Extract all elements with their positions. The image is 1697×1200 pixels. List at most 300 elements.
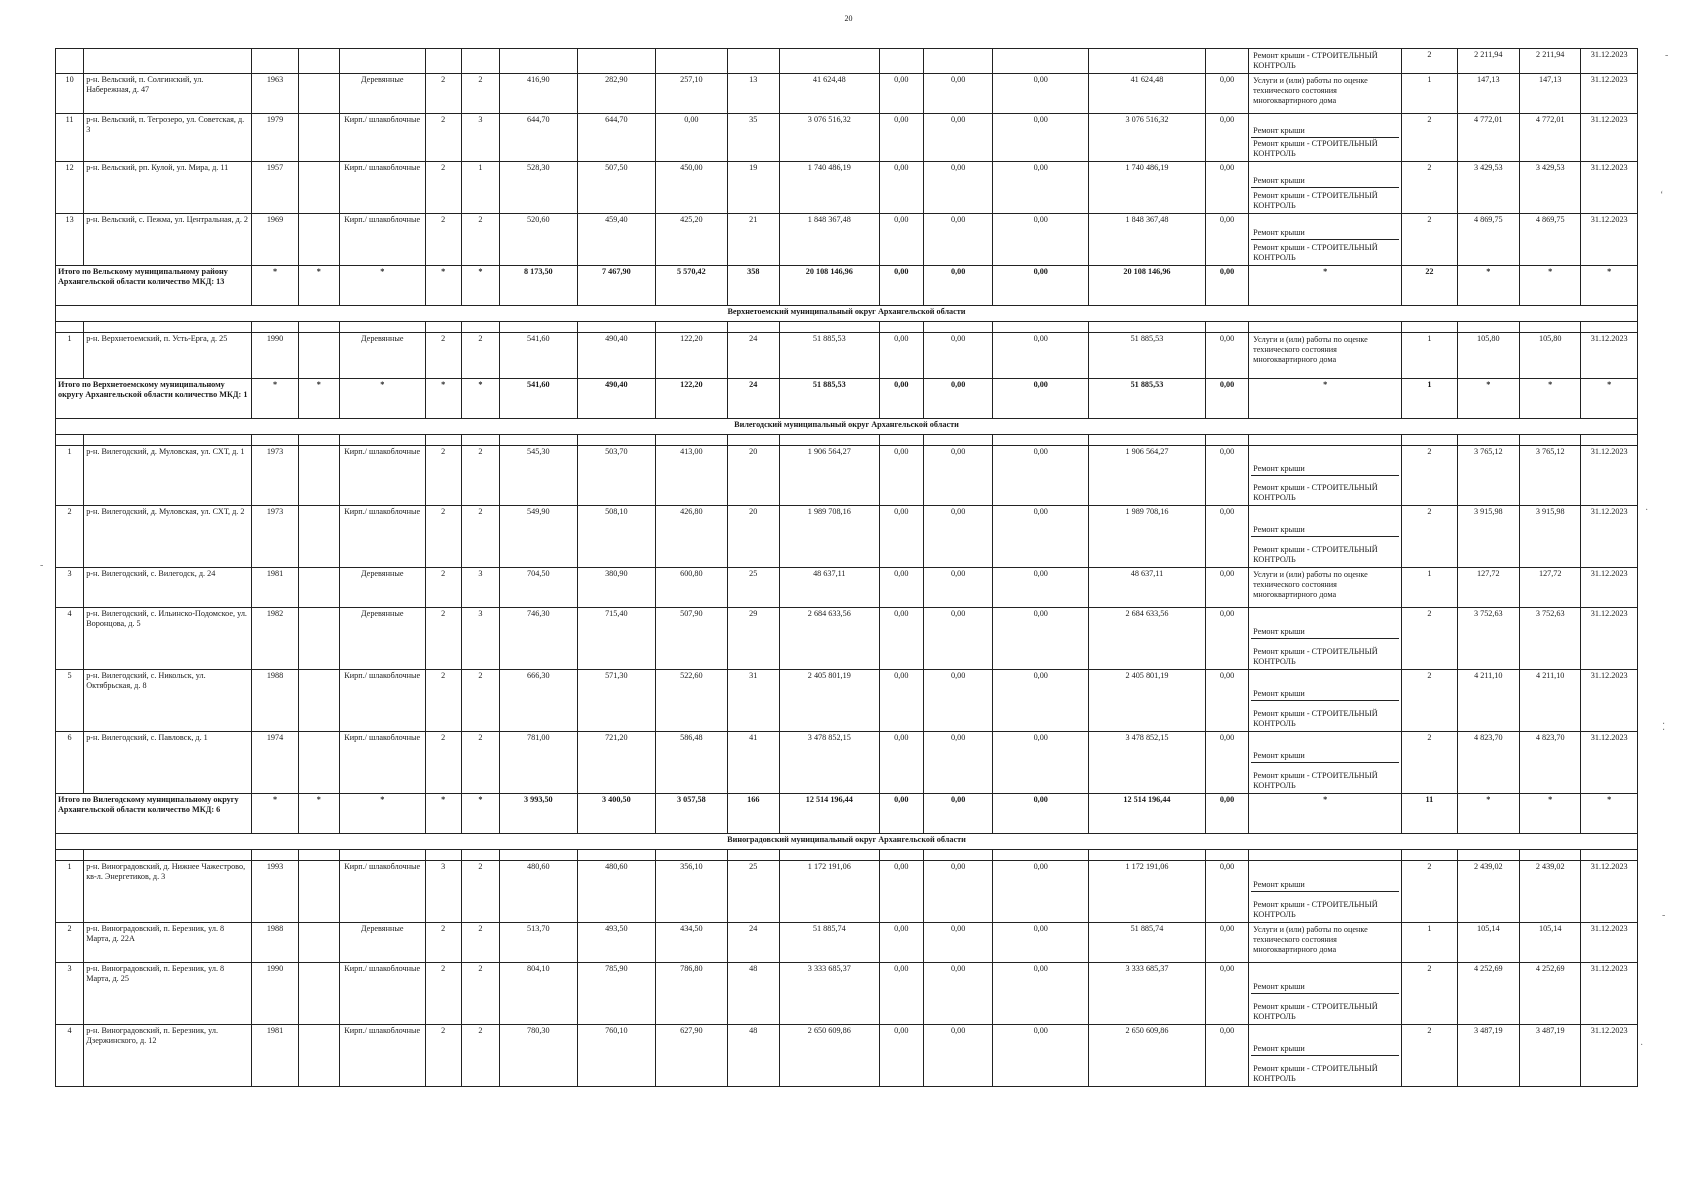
spacer-cell bbox=[339, 435, 425, 446]
fund-cell: 0,00 bbox=[879, 162, 923, 214]
fund-cell: 0,00 bbox=[993, 963, 1089, 1025]
living-area-cell: 715,40 bbox=[577, 608, 656, 670]
entrances-cell: 2 bbox=[461, 74, 499, 114]
year-cell: 1973 bbox=[252, 506, 298, 568]
continued-row bbox=[56, 49, 1638, 74]
subtotal-star: * bbox=[1249, 379, 1402, 419]
fund-cell: 0,00 bbox=[879, 506, 923, 568]
spacer-cell bbox=[298, 322, 339, 333]
owned-area-cell: 600,80 bbox=[656, 568, 727, 608]
subtotal-star: * bbox=[339, 379, 425, 419]
work-type-cell bbox=[1249, 74, 1402, 114]
spacer-cell bbox=[500, 322, 578, 333]
floors-cell: 3 bbox=[425, 861, 461, 923]
floors-cell: 2 bbox=[425, 732, 461, 794]
fund-cell: 0,00 bbox=[923, 74, 992, 114]
address-cell: р-н. Вельский, п. Солгинский, ул. Набережная, д. 47 bbox=[84, 74, 252, 114]
fund-cell: 0,00 bbox=[993, 446, 1089, 506]
limit-cost-cell: 2 439,02 bbox=[1520, 861, 1581, 923]
fund-cell: 0,00 bbox=[879, 74, 923, 114]
cost-cell: 3 333 685,37 bbox=[779, 963, 879, 1025]
owned-area-cell: 257,10 bbox=[656, 74, 727, 114]
row-number: 2 bbox=[56, 506, 84, 568]
subtotal-living-area: 3 400,50 bbox=[577, 794, 656, 834]
work-type-item: Ремонт крыши bbox=[1253, 1044, 1305, 1053]
empty-cell bbox=[923, 49, 992, 74]
total-area-cell: 541,60 bbox=[500, 333, 578, 379]
total-area-cell: 666,30 bbox=[500, 670, 578, 732]
spacer-cell bbox=[1581, 322, 1638, 333]
work-type-item: Услуги и (или) работы по оценке технического состояния многоквартирного дома bbox=[1253, 570, 1368, 599]
residents-cell: 41 bbox=[727, 732, 779, 794]
subtotal-cost: 51 885,53 bbox=[779, 379, 879, 419]
deadline-cell: 31.12.2023 bbox=[1581, 1025, 1638, 1087]
year-cell: 1990 bbox=[252, 333, 298, 379]
address-cell: р-н. Виноградовский, п. Березник, ул. Дзержинского, д. 12 bbox=[84, 1025, 252, 1087]
fund-cell: 0,00 bbox=[1205, 861, 1248, 923]
wall-material-cell: Деревянные bbox=[339, 568, 425, 608]
floors-cell: 2 bbox=[425, 670, 461, 732]
wall-material-cell: Деревянные bbox=[339, 923, 425, 963]
empty-cell bbox=[425, 49, 461, 74]
spacer-cell bbox=[56, 435, 84, 446]
residents-cell: 20 bbox=[727, 446, 779, 506]
fund-cell: 0,00 bbox=[993, 861, 1089, 923]
row-number: 1 bbox=[56, 861, 84, 923]
spacer-row bbox=[56, 435, 1638, 446]
deadline-cell: 31.12.2023 bbox=[1581, 732, 1638, 794]
blank-cell bbox=[298, 670, 339, 732]
unit-cost-cell: 4 252,69 bbox=[1457, 963, 1519, 1025]
residents-cell: 48 bbox=[727, 963, 779, 1025]
blank-cell bbox=[298, 162, 339, 214]
subtotal-star: * bbox=[1520, 266, 1581, 306]
table-body bbox=[56, 49, 1638, 1087]
floors-cell: 2 bbox=[425, 1025, 461, 1087]
spacer-cell bbox=[1249, 322, 1402, 333]
spacer-cell bbox=[1205, 435, 1248, 446]
residents-cell: 13 bbox=[727, 74, 779, 114]
work-type-item: Ремонт крыши - СТРОИТЕЛЬНЫЙ КОНТРОЛЬ bbox=[1251, 1055, 1399, 1085]
spacer-cell bbox=[461, 435, 499, 446]
residents-cell: 19 bbox=[727, 162, 779, 214]
district-header-row bbox=[56, 419, 1638, 435]
work-type-cell bbox=[1249, 608, 1402, 670]
cost-cell: 1 906 564,27 bbox=[779, 446, 879, 506]
wall-material-cell: Кирп./ шлакоблочные bbox=[339, 732, 425, 794]
spacer-cell bbox=[577, 435, 656, 446]
fund-cell: 0,00 bbox=[993, 162, 1089, 214]
subtotal-fund: 0,00 bbox=[879, 379, 923, 419]
cost-cell: 51 885,74 bbox=[779, 923, 879, 963]
total-cost-cell: 2 650 609,86 bbox=[1089, 1025, 1206, 1087]
empty-cell bbox=[84, 49, 252, 74]
wall-material-cell: Кирп./ шлакоблочные bbox=[339, 506, 425, 568]
blank-cell bbox=[298, 114, 339, 162]
wall-material-cell: Деревянные bbox=[339, 74, 425, 114]
subtotal-fund: 0,00 bbox=[1205, 794, 1248, 834]
residents-cell: 24 bbox=[727, 923, 779, 963]
blank-cell bbox=[298, 608, 339, 670]
work-count-cell: 2 bbox=[1402, 963, 1457, 1025]
subtotal-star: * bbox=[1249, 266, 1402, 306]
scan-mark: · bbox=[1640, 1040, 1644, 1051]
row-number: 2 bbox=[56, 923, 84, 963]
subtotal-owned-area: 5 570,42 bbox=[656, 266, 727, 306]
total-area-cell: 780,30 bbox=[500, 1025, 578, 1087]
entrances-cell: 2 bbox=[461, 861, 499, 923]
subtotal-fund: 0,00 bbox=[923, 266, 992, 306]
limit-cost-cell: 4 211,10 bbox=[1520, 670, 1581, 732]
work-type-item: Услуги и (или) работы по оценке технического состояния многоквартирного дома bbox=[1253, 76, 1368, 105]
blank-cell bbox=[298, 963, 339, 1025]
blank-cell bbox=[298, 732, 339, 794]
spacer-cell bbox=[923, 435, 992, 446]
work-type-item: Ремонт крыши bbox=[1253, 525, 1305, 534]
work-type-item: Ремонт крыши bbox=[1253, 689, 1305, 698]
row-number: 1 bbox=[56, 446, 84, 506]
unit-cost-cell: 147,13 bbox=[1457, 74, 1519, 114]
work-type-cell bbox=[1249, 1025, 1402, 1087]
empty-cell bbox=[727, 49, 779, 74]
empty-cell bbox=[993, 49, 1089, 74]
total-cost-cell: 3 333 685,37 bbox=[1089, 963, 1206, 1025]
spacer-cell bbox=[84, 322, 252, 333]
fund-cell: 0,00 bbox=[879, 923, 923, 963]
district-title: Верхнетоемский муниципальный округ Архангельской области bbox=[56, 306, 1638, 322]
spacer-cell bbox=[879, 435, 923, 446]
owned-area-cell: 522,60 bbox=[656, 670, 727, 732]
deadline-cell: 31.12.2023 bbox=[1581, 74, 1638, 114]
limit-cost-cell: 147,13 bbox=[1520, 74, 1581, 114]
wall-material-cell: Кирп./ шлакоблочные bbox=[339, 861, 425, 923]
subtotal-work-count: 22 bbox=[1402, 266, 1457, 306]
entrances-cell: 2 bbox=[461, 506, 499, 568]
district-title: Виноградовский муниципальный округ Архангельской области bbox=[56, 834, 1638, 850]
row-number: 6 bbox=[56, 732, 84, 794]
year-cell: 1957 bbox=[252, 162, 298, 214]
year-cell: 1963 bbox=[252, 74, 298, 114]
owned-area-cell: 450,00 bbox=[656, 162, 727, 214]
subtotal-living-area: 490,40 bbox=[577, 379, 656, 419]
work-type-cell bbox=[1249, 963, 1402, 1025]
floors-cell: 2 bbox=[425, 74, 461, 114]
address-cell: р-н. Верхнетоемский, п. Усть-Ерга, д. 25 bbox=[84, 333, 252, 379]
year-cell: 1981 bbox=[252, 568, 298, 608]
limit-cost-cell: 4 772,01 bbox=[1520, 114, 1581, 162]
subtotal-star: * bbox=[298, 266, 339, 306]
fund-cell: 0,00 bbox=[923, 506, 992, 568]
fund-cell: 0,00 bbox=[993, 506, 1089, 568]
empty-cell bbox=[56, 49, 84, 74]
spacer-cell bbox=[656, 435, 727, 446]
spacer-cell bbox=[1402, 322, 1457, 333]
total-cost-cell: 2 405 801,19 bbox=[1089, 670, 1206, 732]
subtotal-star: * bbox=[252, 266, 298, 306]
work-count-cell: 2 bbox=[1402, 446, 1457, 506]
spacer-cell bbox=[461, 322, 499, 333]
address-cell: р-н. Вилегодский, д. Муловская, ул. СХТ, д. 1 bbox=[84, 446, 252, 506]
table-row bbox=[56, 114, 1638, 162]
living-area-cell: 490,40 bbox=[577, 333, 656, 379]
fund-cell: 0,00 bbox=[923, 670, 992, 732]
fund-cell: 0,00 bbox=[1205, 568, 1248, 608]
work-type-item: Ремонт крыши - СТРОИТЕЛЬНЫЙ КОНТРОЛЬ bbox=[1251, 187, 1399, 212]
spacer-cell bbox=[1402, 850, 1457, 861]
owned-area-cell: 356,10 bbox=[656, 861, 727, 923]
wall-material-cell: Кирп./ шлакоблочные bbox=[339, 1025, 425, 1087]
year-cell: 1990 bbox=[252, 963, 298, 1025]
blank-cell bbox=[298, 214, 339, 266]
work-type-item: Ремонт крыши bbox=[1253, 982, 1305, 991]
total-cost-cell: 1 740 486,19 bbox=[1089, 162, 1206, 214]
year-cell: 1993 bbox=[252, 861, 298, 923]
scan-mark: ‐ bbox=[1665, 50, 1669, 61]
empty-cell bbox=[339, 49, 425, 74]
address-cell: р-н. Виноградовский, п. Березник, ул. 8 Марта, д. 22А bbox=[84, 923, 252, 963]
fund-cell: 0,00 bbox=[993, 74, 1089, 114]
table-row bbox=[56, 446, 1638, 506]
spacer-cell bbox=[1205, 850, 1248, 861]
district-title: Вилегодский муниципальный округ Архангельской области bbox=[56, 419, 1638, 435]
unit-cost-cell: 105,14 bbox=[1457, 923, 1519, 963]
unit-cost-cell: 3 765,12 bbox=[1457, 446, 1519, 506]
district-header-row bbox=[56, 834, 1638, 850]
spacer-cell bbox=[1581, 435, 1638, 446]
living-area-cell: 507,50 bbox=[577, 162, 656, 214]
spacer-cell bbox=[1249, 850, 1402, 861]
table-row bbox=[56, 333, 1638, 379]
year-cell: 1974 bbox=[252, 732, 298, 794]
living-area-cell: 721,20 bbox=[577, 732, 656, 794]
subtotal-fund: 0,00 bbox=[993, 794, 1089, 834]
work-count-cell: 2 bbox=[1402, 670, 1457, 732]
wall-material-cell: Кирп./ шлакоблочные bbox=[339, 114, 425, 162]
work-type-cell bbox=[1249, 214, 1402, 266]
unit-cost-cell: 4 772,01 bbox=[1457, 114, 1519, 162]
subtotal-star: * bbox=[1520, 794, 1581, 834]
row-number: 12 bbox=[56, 162, 84, 214]
year-cell: 1969 bbox=[252, 214, 298, 266]
entrances-cell: 2 bbox=[461, 963, 499, 1025]
subtotal-star: * bbox=[298, 379, 339, 419]
subtotal-star: * bbox=[1581, 379, 1638, 419]
limit-cost-cell: 3 429,53 bbox=[1520, 162, 1581, 214]
residents-cell: 29 bbox=[727, 608, 779, 670]
spacer-cell bbox=[879, 850, 923, 861]
total-area-cell: 781,00 bbox=[500, 732, 578, 794]
blank-cell bbox=[298, 74, 339, 114]
spacer-cell bbox=[923, 322, 992, 333]
spacer-cell bbox=[993, 322, 1089, 333]
owned-area-cell: 786,80 bbox=[656, 963, 727, 1025]
blank-cell bbox=[298, 923, 339, 963]
floors-cell: 2 bbox=[425, 446, 461, 506]
spacer-cell bbox=[923, 850, 992, 861]
address-cell: р-н. Виноградовский, д. Нижнее Чажестрово, кв-л. Энергетиков, д. 3 bbox=[84, 861, 252, 923]
work-count-cell: 2 bbox=[1402, 506, 1457, 568]
spacer-cell bbox=[461, 850, 499, 861]
entrances-cell: 2 bbox=[461, 923, 499, 963]
fund-cell: 0,00 bbox=[923, 861, 992, 923]
fund-cell: 0,00 bbox=[923, 214, 992, 266]
owned-area-cell: 426,80 bbox=[656, 506, 727, 568]
empty-cell bbox=[461, 49, 499, 74]
total-cost-cell: 48 637,11 bbox=[1089, 568, 1206, 608]
spacer-cell bbox=[1457, 322, 1519, 333]
blank-cell bbox=[298, 446, 339, 506]
work-type-item: Ремонт крыши bbox=[1253, 176, 1305, 185]
address-cell: р-н. Вельский, рп. Кулой, ул. Мира, д. 11 bbox=[84, 162, 252, 214]
row-number: 4 bbox=[56, 1025, 84, 1087]
fund-cell: 0,00 bbox=[879, 1025, 923, 1087]
fund-cell: 0,00 bbox=[1205, 74, 1248, 114]
spacer-cell bbox=[56, 322, 84, 333]
floors-cell: 2 bbox=[425, 114, 461, 162]
owned-area-cell: 507,90 bbox=[656, 608, 727, 670]
living-area-cell: 508,10 bbox=[577, 506, 656, 568]
floors-cell: 2 bbox=[425, 162, 461, 214]
district-header-row bbox=[56, 306, 1638, 322]
subtotal-row bbox=[56, 379, 1638, 419]
fund-cell: 0,00 bbox=[1205, 114, 1248, 162]
spacer-cell bbox=[425, 322, 461, 333]
subtotal-star: * bbox=[1520, 379, 1581, 419]
row-number: 13 bbox=[56, 214, 84, 266]
subtotal-total-area: 8 173,50 bbox=[500, 266, 578, 306]
subtotal-owned-area: 122,20 bbox=[656, 379, 727, 419]
work-count-cell: 1 bbox=[1402, 568, 1457, 608]
spacer-cell bbox=[500, 435, 578, 446]
fund-cell: 0,00 bbox=[879, 732, 923, 794]
fund-cell: 0,00 bbox=[879, 446, 923, 506]
empty-cell bbox=[577, 49, 656, 74]
work-type-item: Ремонт крыши - СТРОИТЕЛЬНЫЙ КОНТРОЛЬ bbox=[1251, 638, 1399, 668]
living-area-cell: 493,50 bbox=[577, 923, 656, 963]
total-area-cell: 480,60 bbox=[500, 861, 578, 923]
row-number: 3 bbox=[56, 568, 84, 608]
total-cost-cell: 1 848 367,48 bbox=[1089, 214, 1206, 266]
row-number: 5 bbox=[56, 670, 84, 732]
subtotal-total-area: 3 993,50 bbox=[500, 794, 578, 834]
subtotal-star: * bbox=[339, 266, 425, 306]
spacer-cell bbox=[425, 850, 461, 861]
entrances-cell: 2 bbox=[461, 1025, 499, 1087]
subtotal-fund: 0,00 bbox=[879, 266, 923, 306]
blank-cell bbox=[298, 506, 339, 568]
row-number: 11 bbox=[56, 114, 84, 162]
fund-cell: 0,00 bbox=[993, 114, 1089, 162]
year-cell: 1981 bbox=[252, 1025, 298, 1087]
year-cell: 1988 bbox=[252, 670, 298, 732]
subtotal-star: * bbox=[1581, 794, 1638, 834]
fund-cell: 0,00 bbox=[1205, 923, 1248, 963]
scan-mark: · bbox=[1645, 505, 1649, 516]
total-cost-cell: 3 076 516,32 bbox=[1089, 114, 1206, 162]
work-type-item: Ремонт крыши - СТРОИТЕЛЬНЫЙ КОНТРОЛЬ bbox=[1251, 891, 1399, 921]
living-area-cell: 503,70 bbox=[577, 446, 656, 506]
spacer-cell bbox=[577, 850, 656, 861]
deadline-cell: 31.12.2023 bbox=[1581, 49, 1638, 74]
work-type-cell bbox=[1249, 333, 1402, 379]
cost-cell: 3 076 516,32 bbox=[779, 114, 879, 162]
limit-cost-cell: 127,72 bbox=[1520, 568, 1581, 608]
table-row bbox=[56, 608, 1638, 670]
spacer-cell bbox=[779, 435, 879, 446]
subtotal-fund: 0,00 bbox=[923, 379, 992, 419]
subtotal-star: * bbox=[425, 266, 461, 306]
owned-area-cell: 122,20 bbox=[656, 333, 727, 379]
entrances-cell: 2 bbox=[461, 333, 499, 379]
subtotal-total-cost: 12 514 196,44 bbox=[1089, 794, 1206, 834]
subtotal-total-cost: 51 885,53 bbox=[1089, 379, 1206, 419]
living-area-cell: 459,40 bbox=[577, 214, 656, 266]
spacer-cell bbox=[1457, 435, 1519, 446]
empty-cell bbox=[779, 49, 879, 74]
row-number: 1 bbox=[56, 333, 84, 379]
residents-cell: 20 bbox=[727, 506, 779, 568]
total-cost-cell: 2 684 633,56 bbox=[1089, 608, 1206, 670]
work-count-cell: 2 bbox=[1402, 114, 1457, 162]
subtotal-row bbox=[56, 794, 1638, 834]
spacer-cell bbox=[252, 322, 298, 333]
wall-material-cell: Кирп./ шлакоблочные bbox=[339, 446, 425, 506]
subtotal-star: * bbox=[1457, 794, 1519, 834]
total-area-cell: 416,90 bbox=[500, 74, 578, 114]
work-type-item: Ремонт крыши bbox=[1253, 751, 1305, 760]
fund-cell: 0,00 bbox=[879, 568, 923, 608]
total-cost-cell: 1 906 564,27 bbox=[1089, 446, 1206, 506]
spacer-cell bbox=[993, 850, 1089, 861]
spacer-cell bbox=[1089, 322, 1206, 333]
total-cost-cell: 51 885,53 bbox=[1089, 333, 1206, 379]
fund-cell: 0,00 bbox=[993, 670, 1089, 732]
work-type-item: Ремонт крыши - СТРОИТЕЛЬНЫЙ КОНТРОЛЬ bbox=[1251, 239, 1399, 264]
spacer-cell bbox=[1520, 850, 1581, 861]
year-cell: 1973 bbox=[252, 446, 298, 506]
subtotal-fund: 0,00 bbox=[993, 379, 1089, 419]
spacer-cell bbox=[298, 435, 339, 446]
floors-cell: 2 bbox=[425, 214, 461, 266]
fund-cell: 0,00 bbox=[923, 446, 992, 506]
address-cell: р-н. Вилегодский, с. Ильинско-Подомское, ул. Воронцова, д. 5 bbox=[84, 608, 252, 670]
unit-cost-cell: 4 823,70 bbox=[1457, 732, 1519, 794]
work-count-cell: 2 bbox=[1402, 49, 1457, 74]
residents-cell: 48 bbox=[727, 1025, 779, 1087]
fund-cell: 0,00 bbox=[879, 608, 923, 670]
limit-cost-cell: 4 869,75 bbox=[1520, 214, 1581, 266]
work-type-cell bbox=[1249, 923, 1402, 963]
cost-cell: 2 650 609,86 bbox=[779, 1025, 879, 1087]
fund-cell: 0,00 bbox=[993, 1025, 1089, 1087]
limit-cost-cell: 4 823,70 bbox=[1520, 732, 1581, 794]
fund-cell: 0,00 bbox=[993, 923, 1089, 963]
spacer-cell bbox=[727, 435, 779, 446]
address-cell: р-н. Вельский, с. Пежма, ул. Центральная, д. 2 bbox=[84, 214, 252, 266]
subtotal-total-area: 541,60 bbox=[500, 379, 578, 419]
entrances-cell: 3 bbox=[461, 114, 499, 162]
work-type-item: Ремонт крыши bbox=[1253, 880, 1305, 889]
wall-material-cell: Кирп./ шлакоблочные bbox=[339, 214, 425, 266]
subtotal-fund: 0,00 bbox=[1205, 266, 1248, 306]
work-type-item: Ремонт крыши - СТРОИТЕЛЬНЫЙ КОНТРОЛЬ bbox=[1251, 762, 1399, 792]
fund-cell: 0,00 bbox=[1205, 333, 1248, 379]
living-area-cell: 380,90 bbox=[577, 568, 656, 608]
spacer-cell bbox=[425, 435, 461, 446]
total-cost-cell: 1 172 191,06 bbox=[1089, 861, 1206, 923]
wall-material-cell: Деревянные bbox=[339, 333, 425, 379]
fund-cell: 0,00 bbox=[923, 923, 992, 963]
